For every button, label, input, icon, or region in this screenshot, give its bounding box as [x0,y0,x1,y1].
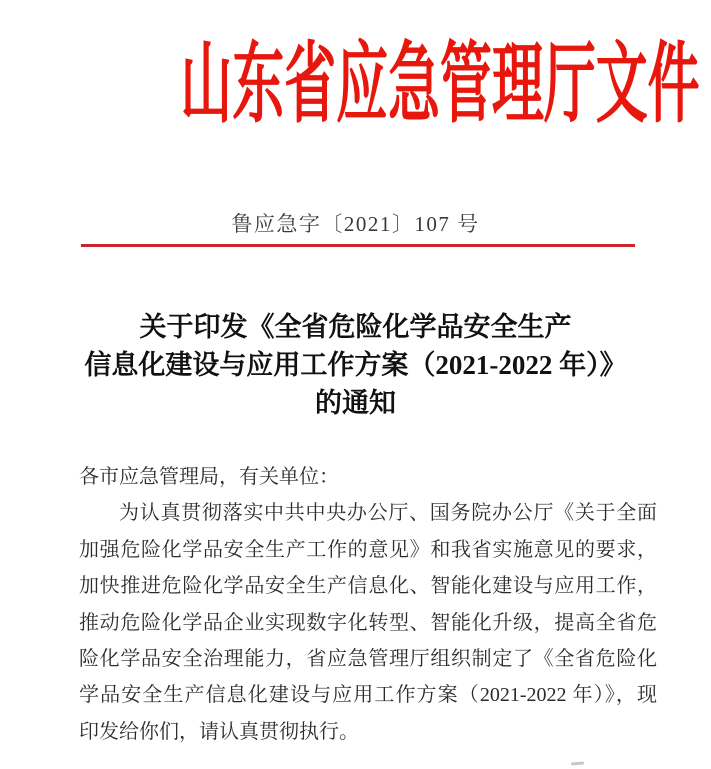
body-line-6: 学品安全生产信息化建设与应用工作方案（2021-2022 年）》，现 [79,684,657,707]
body-line-7: 印发给你们，请认真贯彻执行。 [79,720,359,743]
document-body [79,459,657,750]
document-title [0,308,711,422]
body-line-4: 推动危险化学品企业实现数字化转型、智能化升级，提高全省危 [79,611,657,634]
document-number: 鲁应急字〔2021〕107 号 [231,212,480,236]
body-line-1: 为认真贯彻落实中共中央办公厅、国务院办公厅《关于全面 [119,502,657,525]
agency-letterhead-title: 山东省应急管理厅文件 [180,37,700,134]
red-divider-line [81,244,635,247]
salutation: 各市应急管理局，有关单位： [79,466,339,488]
scan-artifact [571,762,584,766]
document-title-line-3: 的通知 [315,388,396,418]
document-title-line-2: 信息化建设与应用工作方案（2021-2022 年）》 [84,350,627,380]
body-line-2: 加强危险化学品安全生产工作的意见》和我省实施意见的要求， [79,538,657,561]
body-line-3: 加快推进危险化学品安全生产信息化、智能化建设与应用工作， [79,575,657,598]
body-line-5: 险化学品安全治理能力，省应急管理厅组织制定了《全省危险化 [79,647,657,670]
document-title-line-1: 关于印发《全省危险化学品安全生产 [139,312,572,342]
letterhead [0,37,711,134]
